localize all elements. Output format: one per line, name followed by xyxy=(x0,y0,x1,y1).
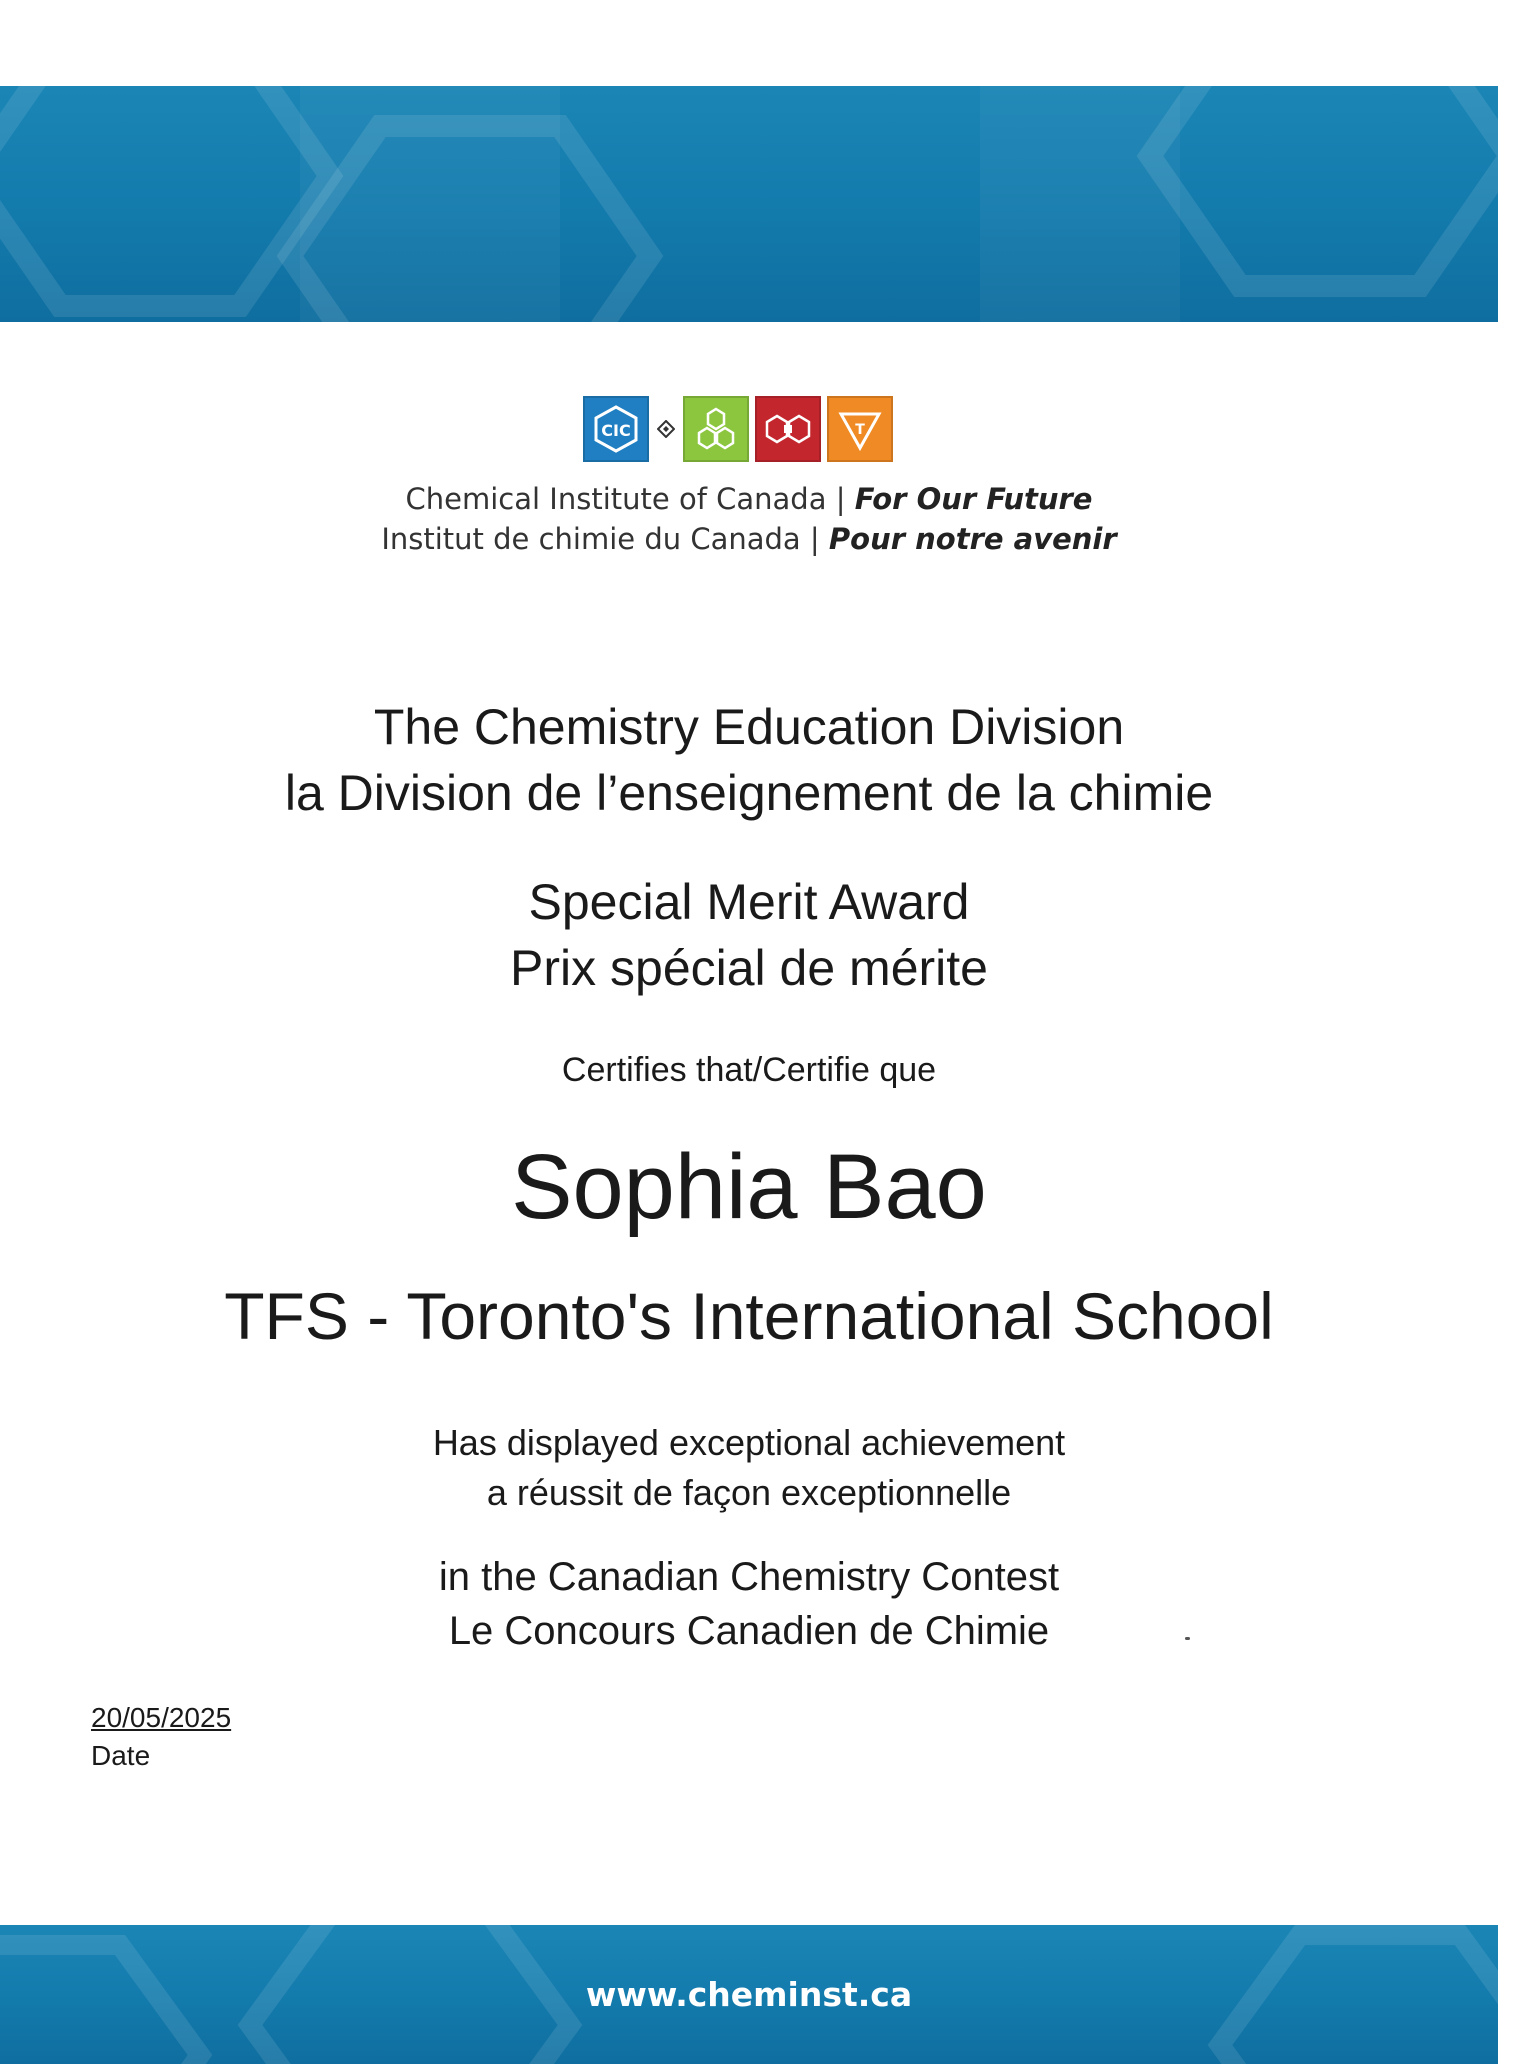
diamond-separator-icon xyxy=(655,418,677,440)
org-separator: | xyxy=(809,522,820,556)
top-banner xyxy=(0,86,1498,322)
svg-text:T: T xyxy=(855,422,865,438)
org-name-fr xyxy=(0,522,1498,556)
award-title-fr: Prix spécial de mérite xyxy=(510,940,988,996)
division-title-fr: la Division de l’enseignement de la chimie xyxy=(284,765,1214,821)
csche-logo-icon xyxy=(755,396,821,462)
org-name-en xyxy=(0,482,1498,516)
ctc-logo-icon xyxy=(827,396,893,462)
svg-text:CIC: CIC xyxy=(601,421,631,440)
cic-logo-icon xyxy=(583,396,649,462)
recipient-name: Sophia Bao xyxy=(511,1136,987,1238)
division-title-en: The Chemistry Education Division xyxy=(373,699,1125,755)
award-title-en: Special Merit Award xyxy=(528,874,970,930)
achievement-text-fr: a réussit de façon exceptionnelle xyxy=(486,1472,1012,1513)
org-name-en-text: Chemical Institute of Canada xyxy=(405,482,827,516)
org-separator: | xyxy=(835,482,846,516)
achievement-text-en: Has displayed exceptional achievement xyxy=(432,1422,1066,1463)
scan-speck xyxy=(1185,1637,1190,1640)
school-name: TFS - Toronto's International School xyxy=(224,1279,1274,1353)
contest-name-fr: Le Concours Canadien de Chimie xyxy=(448,1609,1050,1653)
date-value: 20/05/2025 xyxy=(91,1702,232,1733)
csc-logo-icon xyxy=(683,396,749,462)
org-tagline-en: For Our Future xyxy=(854,482,1093,516)
date-label: Date xyxy=(91,1740,151,1771)
hexagon-pattern xyxy=(0,86,1498,322)
contest-name-en: in the Canadian Chemistry Contest xyxy=(438,1555,1060,1599)
org-name-fr-text: Institut de chimie du Canada xyxy=(381,522,801,556)
logo-row xyxy=(583,396,893,462)
certifies-text: Certifies that/Certifie que xyxy=(561,1051,937,1089)
website-link[interactable]: www.cheminst.ca xyxy=(585,1975,913,2014)
org-tagline-fr: Pour notre avenir xyxy=(828,522,1117,556)
